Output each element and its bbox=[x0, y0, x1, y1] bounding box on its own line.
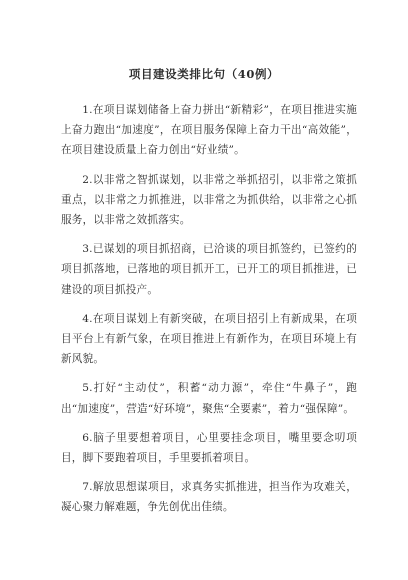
document-title: 项目建设类排比句（40例） bbox=[128, 67, 280, 81]
paragraph-1: 1.在项目谋划储备上奋力拼出“新精彩”，在项目推进实施上奋力跑出“加速度”，在项目服务保障上奋力干出“高效能”，在项目建设质量上奋力创出“好业绩”。 bbox=[61, 104, 357, 157]
paragraph-7: 7.解放思想谋项目，求真务实抓推进，担当作为攻难关，凝心聚力解难题，争先创优出佳绩。 bbox=[61, 481, 357, 514]
paragraph-2: 2.以非常之智抓谋划，以非常之举抓招引，以非常之策抓重点，以非常之力抓推进，以非常之为抓供给，以非常之心抓服务，以非常之效抓落实。 bbox=[61, 173, 357, 227]
paragraph-5: 5.打好“主动仗”，积蓄“动力源”，牵住“牛鼻子”，跑出“加速度”，营造“好环境”，聚焦“全要素”，着力“强保障”。 bbox=[61, 382, 357, 415]
paragraph-6: 6.脑子里要想着项目，心里要挂念项目，嘴里要念叨项目，脚下要跑着项目，手里要抓着项目。 bbox=[61, 431, 357, 465]
paragraph-3: 3.已谋划的项目抓招商，已洽谈的项目抓签约，已签约的项目抓落地，已落地的项目抓开工，已开工的项目抓推进，已建设的项目抓投产。 bbox=[61, 243, 357, 296]
paragraph-4: 4.在项目谋划上有新突破，在项目招引上有新成果，在项目平台上有新气象，在项目推进上有新作为，在项目环境上有新风貌。 bbox=[61, 312, 357, 366]
document-body bbox=[61, 100, 357, 527]
